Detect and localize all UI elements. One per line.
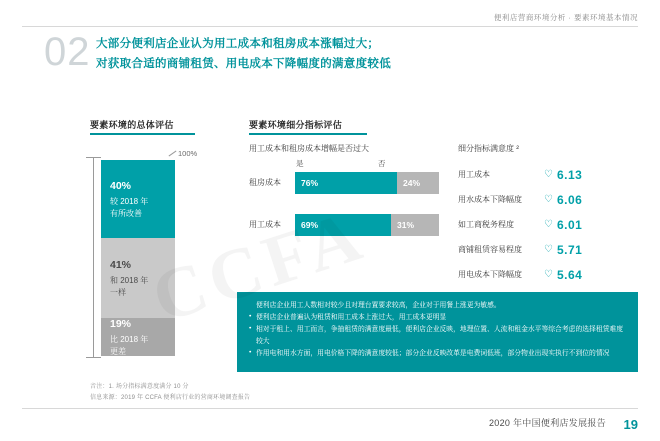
section-number: 02 [44,30,91,74]
page-title-line1: 大部分便利店企业认为用工成本和租房成本涨幅过大； [96,38,380,50]
page-title-line2: 对获取合适的商铺租赁、用电成本下降幅度的满意度较低 [96,58,391,71]
bar-row-rent-yes: 76% [295,172,397,194]
mid-panel-underline [249,133,367,135]
satisfaction-row-1 [458,163,638,186]
bar-row-labor-yes: 69% [295,214,391,236]
satisfaction-row-1-value: 6.13 [556,167,583,182]
insight-item-1: • 便利店企业普遍认为租赁和用工成本上涨过大，用工成本更明显 [249,312,626,324]
insight-list [249,312,626,360]
bar-row-labor-no: 31% [391,214,439,236]
insight-item-3: • 作用电和用水方面，用电价格下降的满意度较低；部分企业反映改革是电费词低班，部分物业出现实执行不到位的情况 [249,348,626,360]
heart-icon: ♡ [544,269,553,280]
satisfaction-row-2 [458,188,638,211]
mid-panel-heading: 要素环境细分指标评估 [249,120,343,130]
satisfaction-row-4-value: 5.71 [556,242,583,257]
satisfaction-row-2-name: 用水成本下降幅度 [458,195,522,204]
stack-segment-same [101,238,175,318]
footnote-2: 信息来源：2019 年 CCFA 便利店行业的营商环境调查报告 [90,395,251,401]
axis-pointer-icon [169,151,177,157]
insight-note-box [237,292,638,372]
satisfaction-row-4 [458,238,638,261]
right-panel-heading: 细分指标满意度 ² [458,144,519,153]
left-axis-line [93,158,94,358]
footnote-1: 音注：1. 场分指标满意度满分 10 分 [90,384,189,390]
stack-segment-improved-pct: 40% [110,179,132,192]
stack-segment-worse-label2: 更差 [110,346,126,356]
bar-row-labor-label: 用工成本 [249,220,281,229]
satisfaction-row-1-name: 用工成本 [458,170,490,179]
stack-segment-improved [101,160,175,238]
legend-yes: 是 [296,159,304,168]
heart-icon: ♡ [544,194,553,205]
stacked-bar-chart [101,160,175,356]
insight-item-2: • 相对于租上、用工而言，争抽租赁的满意度最低，便利店企业反映，地理位置、人流和租金水平等综合考虑的选择租赁难度较大 [249,324,626,348]
satisfaction-row-3-value: 6.01 [556,217,583,232]
left-panel-underline [90,133,195,135]
legend-no: 否 [378,159,386,168]
header-breadcrumb: 便利店营商环境分析 · 要素环境基本情况 [493,13,638,22]
left-panel-heading: 要素环境的总体评估 [90,120,174,130]
heart-icon: ♡ [544,244,553,255]
stack-segment-worse [101,318,175,356]
stack-segment-improved-label1: 较 2018 年 [110,197,149,207]
axis-top-label: 100% [178,149,198,158]
satisfaction-row-3 [458,213,638,236]
heart-icon: ♡ [544,169,553,180]
mid-panel-question: 用工成本和租房成本增幅是否过大 [249,144,369,153]
footer-title: 2020 年中国便利店发展报告 [488,418,606,428]
satisfaction-row-2-value: 6.06 [556,192,583,207]
satisfaction-row-5-name: 用电成本下降幅度 [458,270,522,279]
stack-segment-same-label2: 一样 [110,287,126,297]
satisfaction-row-3-name: 如工商税务程度 [458,220,514,229]
bar-row-rent [249,172,439,194]
left-axis-bottom-cap [86,357,101,358]
page-number: 19 [623,417,638,432]
bar-row-rent-no: 24% [397,172,439,194]
stack-segment-same-pct: 41% [110,258,132,271]
satisfaction-row-5 [458,263,638,286]
heart-icon: ♡ [544,219,553,230]
left-axis-top-cap [86,157,101,158]
footer-divider [22,408,638,409]
stack-segment-worse-pct: 19% [110,317,132,330]
bar-row-rent-label: 租房成本 [249,178,281,187]
stack-segment-improved-label2: 有所改善 [110,208,142,218]
satisfaction-row-4-name: 商铺租赁容易程度 [458,245,522,254]
stack-segment-same-label1: 和 2018 年 [110,276,149,286]
header-divider [22,26,638,27]
satisfaction-row-5-value: 5.64 [556,267,583,282]
stack-segment-worse-label1: 比 2018 年 [110,335,149,345]
bar-row-labor [249,214,439,236]
insight-lead: 便利店企业用工人数相对较少且对理台置要求较高，企业对于用餐上涨更为敏感。 [256,302,501,309]
page-title [96,34,616,74]
